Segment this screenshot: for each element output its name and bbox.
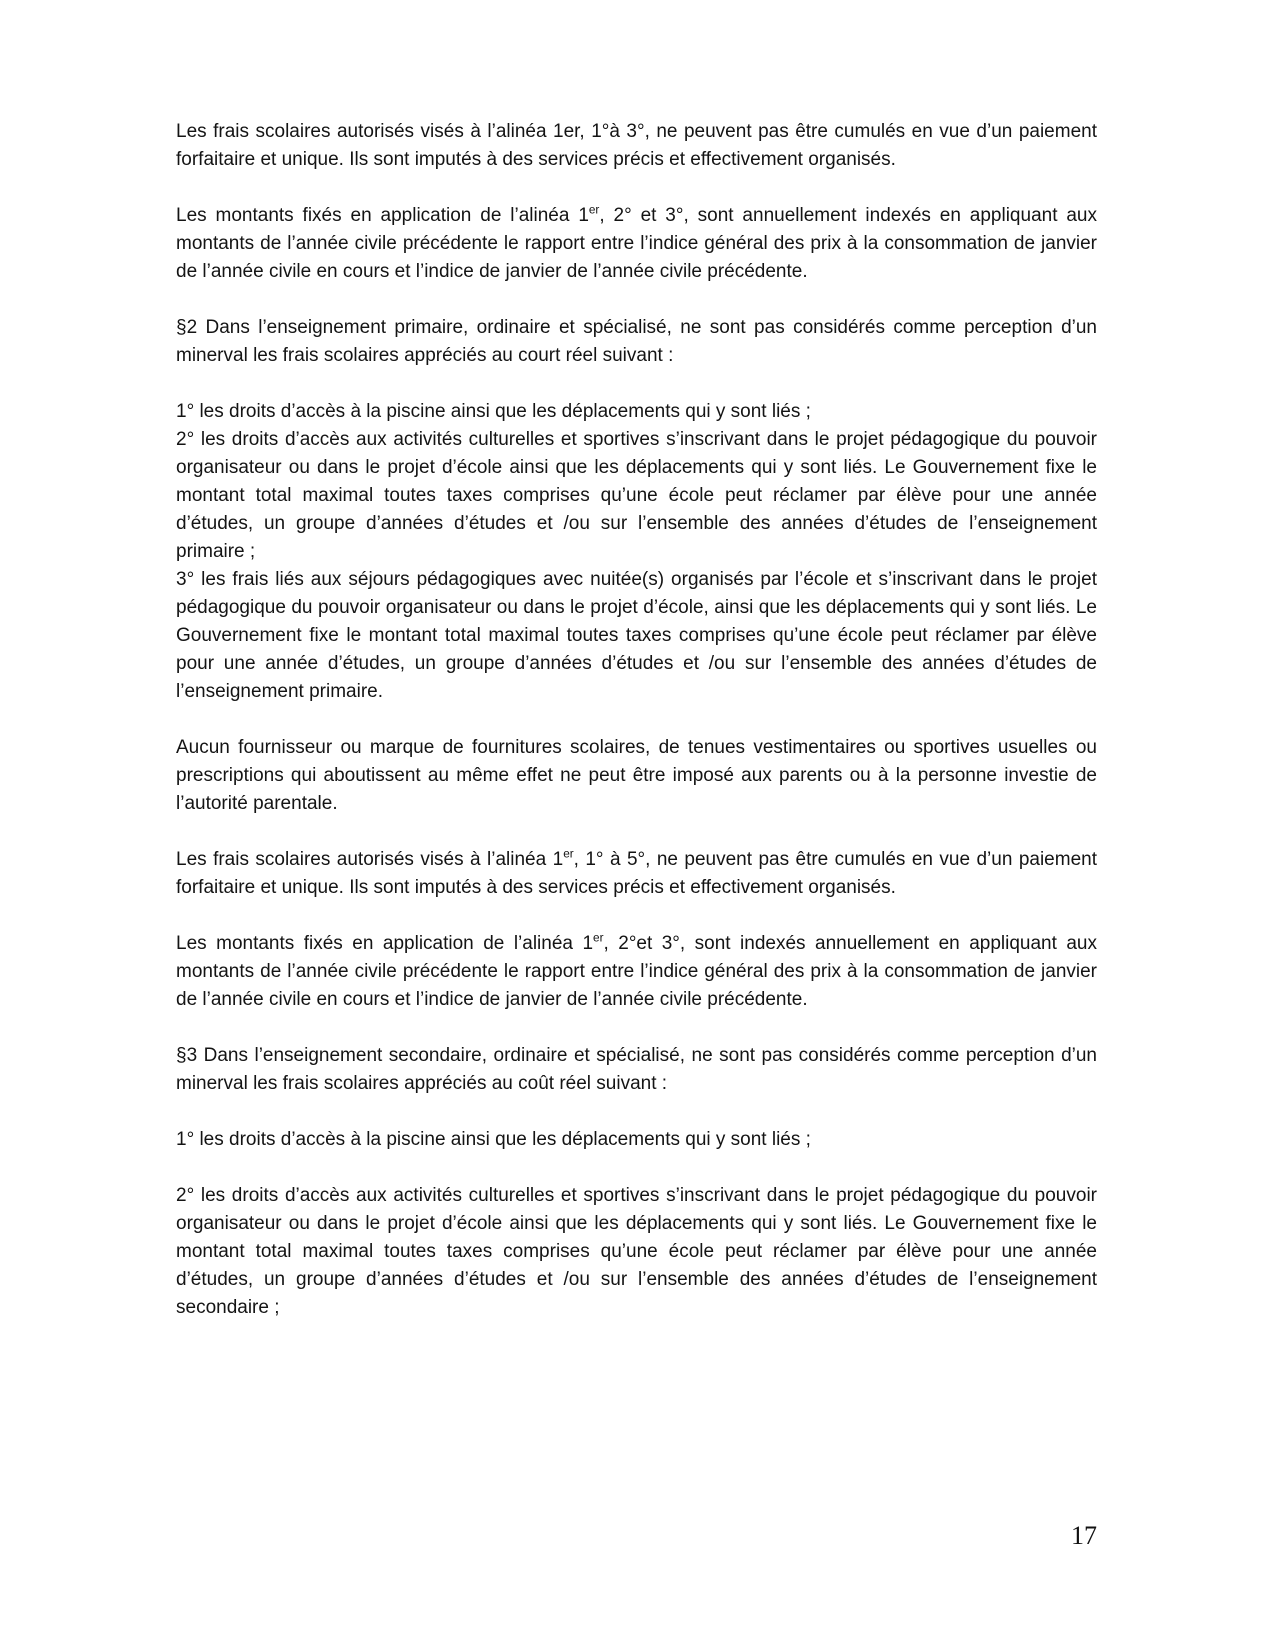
paragraph [176, 118, 1097, 174]
paragraph [176, 930, 1097, 1014]
paragraph [176, 1042, 1097, 1098]
paragraph [176, 202, 1097, 286]
paragraph-block [176, 118, 1097, 174]
superscript-text: er [563, 847, 574, 861]
text-run: Les frais scolaires autorisés visés à l’alinéa 1er, 1°à 3°, ne peuvent pas être cumulés en vue d’un paiement forfaitaire et unique. Ils sont imputés à des services précis et effectivement organisés. [176, 121, 1097, 170]
text-run: 1° les droits d’accès à la piscine ainsi que les déplacements qui y sont liés ; [176, 1129, 811, 1150]
paragraph-block [176, 202, 1097, 286]
paragraph [176, 734, 1097, 818]
superscript-text: er [593, 931, 604, 945]
paragraph [176, 846, 1097, 902]
text-run: 2° les droits d’accès aux activités culturelles et sportives s’inscrivant dans le projet pédagogique du pouvoir organisateur ou dans le projet d’école ainsi que les déplacements qui y sont liés. Le Gouvernement fixe le montant total maximal toutes taxes comprises qu’une école peut réclamer par élève pour une année d’études, un groupe d’années d’études et /ou sur l’ensemble des années d’études de l’enseignement primaire ; [176, 429, 1097, 562]
text-run: , 2° et 3°, sont annuellement indexés en appliquant aux montants de l’année civile précédente le rapport entre l’indice général des prix à la consommation de janvier de l’année civile en cours et l’indice de janvier de l’année civile précédente. [176, 205, 1098, 282]
superscript-text: er [588, 203, 600, 217]
paragraph-block [176, 930, 1097, 1014]
text-run: 2° les droits d’accès aux activités culturelles et sportives s’inscrivant dans le projet pédagogique du pouvoir organisateur ou dans le projet d’école ainsi que les déplacements qui y sont liés. Le Gouvernement fixe le montant total maximal toutes taxes comprises qu’une école peut réclamer par élève pour une année d’études, un groupe d’années d’études et /ou sur l’ensemble des années d’études de l’enseignement secondaire ; [176, 1185, 1097, 1318]
paragraph-block [176, 1126, 1097, 1154]
paragraph-block [176, 734, 1097, 818]
text-run: Les frais scolaires autorisés visés à l’alinéa 1 [176, 849, 564, 870]
paragraph-block [176, 1042, 1097, 1098]
text-run: 1° les droits d’accès à la piscine ainsi que les déplacements qui y sont liés ; [176, 401, 811, 422]
paragraph-block [176, 314, 1097, 370]
paragraph [176, 314, 1097, 370]
page-number: 17 [1071, 1521, 1097, 1550]
paragraph [176, 566, 1097, 706]
text-run: §3 Dans l’enseignement secondaire, ordinaire et spécialisé, ne sont pas considérés comme perception d’un minerval les frais scolaires appréciés au coût réel suivant : [176, 1045, 1097, 1094]
paragraph-block [176, 846, 1097, 902]
text-run: Les montants fixés en application de l’alinéa 1 [176, 205, 589, 226]
paragraph-block [176, 398, 1097, 706]
paragraph [176, 398, 1097, 426]
paragraph [176, 426, 1097, 566]
text-run: Les montants fixés en application de l’alinéa 1 [176, 933, 594, 954]
paragraph-block [176, 1182, 1097, 1322]
text-run: , 2°et 3°, sont indexés annuellement en appliquant aux montants de l’année civile précédente le rapport entre l’indice général des prix à la consommation de janvier de l’année civile en cours et l’indice de janvier de l’année civile précédente. [176, 933, 1097, 1010]
text-run: §2 Dans l’enseignement primaire, ordinaire et spécialisé, ne sont pas considérés comme perception d’un minerval les frais scolaires appréciés au court réel suivant : [176, 317, 1097, 366]
document-body [176, 118, 1097, 1322]
text-run: , 1° à 5°, ne peuvent pas être cumulés en vue d’un paiement forfaitaire et unique. Ils sont imputés à des services précis et effectivement organisés. [176, 849, 1097, 898]
text-run: Aucun fournisseur ou marque de fournitures scolaires, de tenues vestimentaires ou sportives usuelles ou prescriptions qui aboutissent au même effet ne peut être imposé aux parents ou à la personne investie de l’autorité parentale. [176, 737, 1097, 814]
paragraph [176, 1182, 1097, 1322]
text-run: 3° les frais liés aux séjours pédagogiques avec nuitée(s) organisés par l’école et s’inscrivant dans le projet pédagogique du pouvoir organisateur ou dans le projet d’école, ainsi que les déplacements qui y sont liés. Le Gouvernement fixe le montant total maximal toutes taxes comprises qu’une école peut réclamer par élève pour une année d’études, un groupe d’années d’études et /ou sur l’ensemble des années d’études de l’enseignement primaire. [176, 569, 1097, 702]
paragraph [176, 1126, 1097, 1154]
